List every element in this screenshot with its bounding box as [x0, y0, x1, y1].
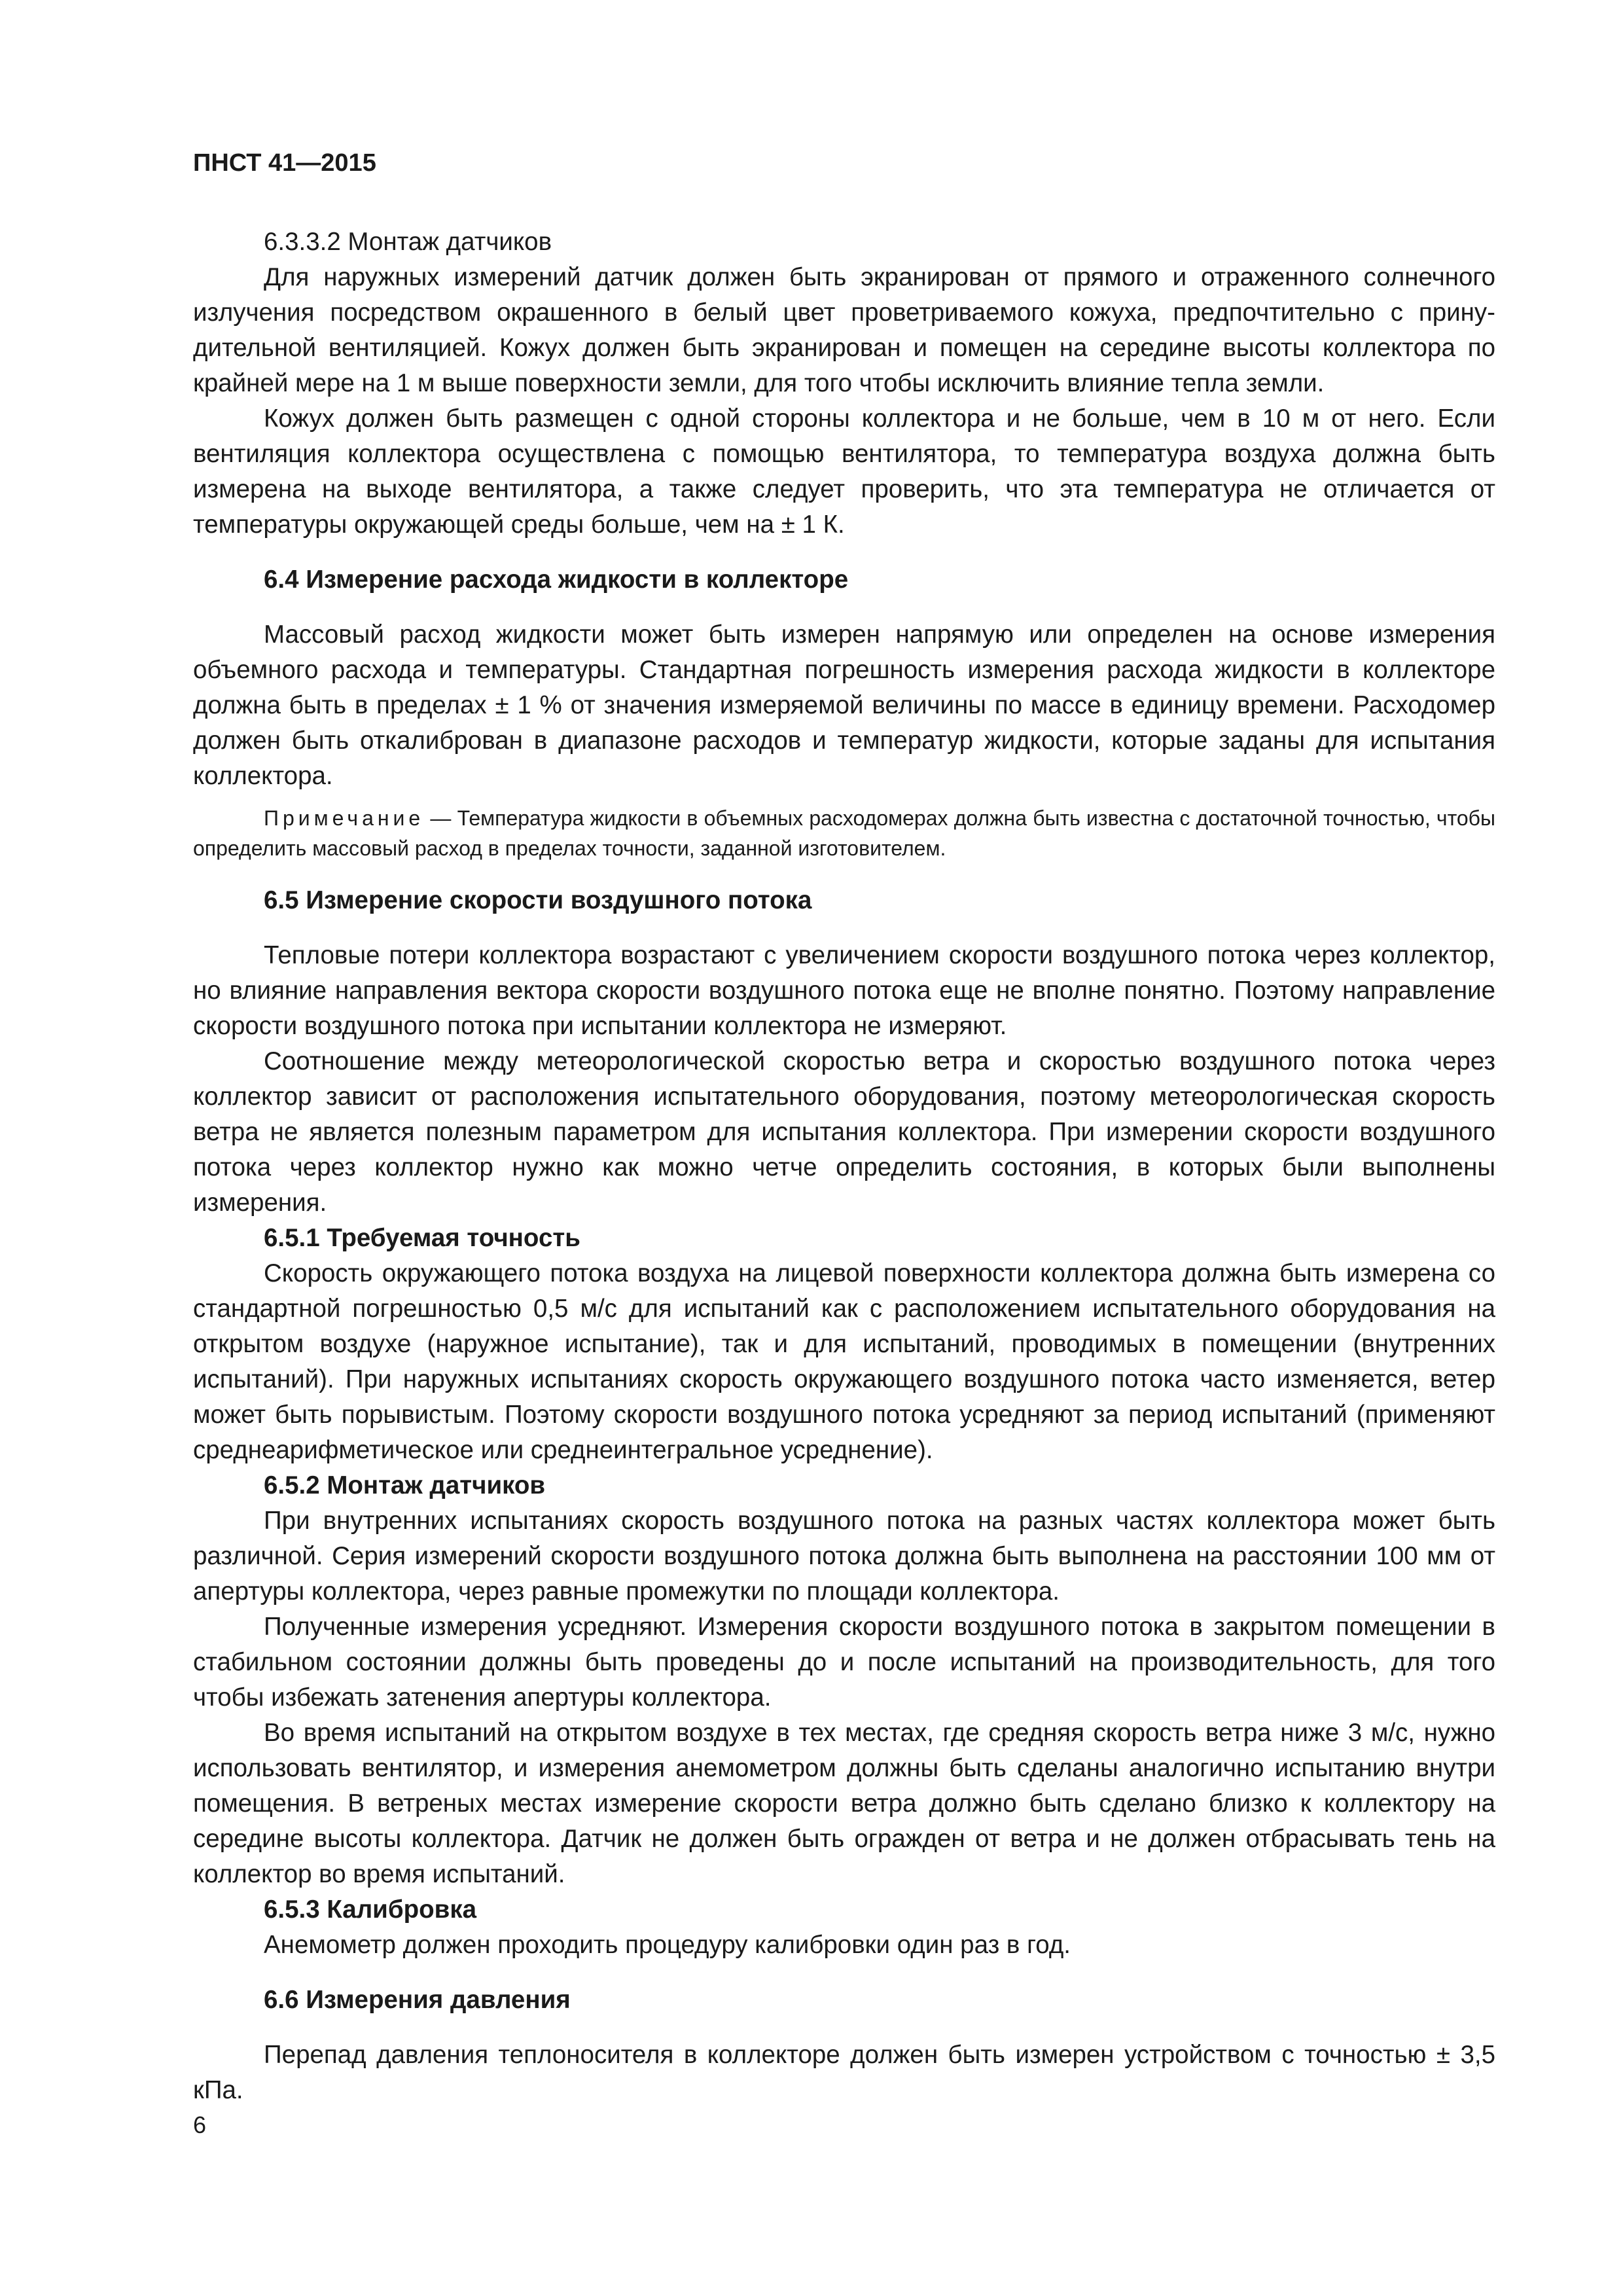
- document-page: [193, 147, 1495, 2108]
- note-label: Примечание: [264, 806, 425, 830]
- section-6-5-2-title: 6.5.2 Монтаж датчиков: [264, 1471, 546, 1499]
- section-6-4-paragraph-1: Массовый расход жидкости может быть измерен напрямую или определен на основе измерения объемного расхода и температуры. Стандартная погрешность измерения расхода жидкости в коллекторе должна быть в пределах ± 1 % от значения измеряемой величины по массе в единицу времени. Расходомер должен быть откалиброван в диапазоне расходов и температур жидкости, которые заданы для испытания коллектора.: [193, 620, 1495, 790]
- section-6-5-1-paragraph-1: Скорость окружающего потока воздуха на лицевой поверхности коллектора должна быть измерена со стандартной погрешностью 0,5 м/с для испытаний как с расположением испытательного оборудования на открытом воздухе (наружное испытание), так и для испытаний, проводимых в помещении (внутренних испытаний). При наружных испытаниях скорость окружающего воздушного потока часто изменяется, ветер может быть порывистым. Поэтому скорости воздушного потока усредняют за период испытаний (применяют среднеарифметическое или среднеинтегральное усреднение).: [193, 1259, 1495, 1464]
- section-6-5-1-title: 6.5.1 Требуемая точность: [264, 1224, 580, 1252]
- section-6-5-paragraph-2: Соотношение между метеорологической скоростью ветра и скоростью воздушного потока через коллектор зависит от расположения испытательного оборудования, поэтому метеорологическая скорость ветра не является полезным параметром для испытания коллектора. При измерении скорости воздушного потока через коллектор нужно как можно четче определить состояния, в которых были выполнены измерения.: [193, 1047, 1495, 1217]
- section-6-5-title: 6.5 Измерение скорости воздушного потока: [264, 886, 812, 914]
- section-6-3-3-2-paragraph-1: Для наружных измерений датчик должен быть экранирован от прямого и отраженного солнечного излучения посредством окрашенного в белый цвет проветриваемого кожуха, предпочтительно с принудительной вентиляцией. Кожух должен быть экранирован и помещен на середине высоты коллектора по крайней мере на 1 м выше поверхности земли, для того чтобы исключить влияние тепла земли.: [193, 263, 1495, 397]
- note-text: — Температура жидкости в объемных расходомерах должна быть известна с достаточной точностью, чтобы определить массовый расход в пределах точности, заданной изготовителем.: [193, 806, 1495, 860]
- section-6-5: [193, 883, 1495, 1221]
- section-6-6: [193, 1982, 1495, 2108]
- section-6-5-3-paragraph-1: Анемометр должен проходить процедуру калибровки один раз в год.: [264, 1931, 1071, 1959]
- document-id-header: ПНСТ 41—2015: [193, 149, 376, 177]
- section-6-5-2-paragraph-3: Во время испытаний на открытом воздухе в тех местах, где средняя скорость ветра ниже 3 м/с, нужно использовать вентилятор, и измерения анемометром должны быть сделаны аналогично испытанию внутри помещения. В ветреных местах измерение скорости ветра должно быть сделано близко к коллектору на середине высоты коллектора. Датчик не должен быть огражден от ветра и не должен отбрасывать тень на коллектор во время испытаний.: [193, 1719, 1495, 1888]
- page-number: 6: [193, 2111, 207, 2138]
- section-6-5-2-paragraph-1: При внутренних испытаниях скорость воздушного потока на разных частях коллектора может быть различной. Серия измерений скорости воздушного потока должна быть выполнена на расстоянии 100 мм от апертуры коллектора, через равные промежутки по площади коллектора.: [193, 1507, 1495, 1605]
- section-6-6-paragraph-1: Перепад давления теплоносителя в коллекторе должен быть измерен устройством с точностью ± 3,5 кПа.: [193, 2041, 1495, 2104]
- section-6-6-title: 6.6 Измерения давления: [264, 1986, 571, 2014]
- section-6-3-3-2-paragraph-2: Кожух должен быть размещен с одной стороны коллектора и не больше, чем в 10 м от него. Если вентиляция коллектора осуществлена с помощью вентилятора, то температура воздуха должна быть измерена на выходе вентилятора, а также следует проверить, что эта температура не отличается от температуры окружающей среды больше, чем на ± 1 К.: [193, 404, 1495, 539]
- section-6-4: [193, 562, 1495, 863]
- section-6-4-title: 6.4 Измерение расхода жидкости в коллекторе: [264, 565, 849, 594]
- section-6-4-note: [193, 803, 1495, 863]
- section-6-5-2-paragraph-2: Полученные измерения усредняют. Измерения скорости воздушного потока в закрытом помещении в стабильном состоянии должны быть проведены до и после испытаний на производительность, для того чтобы избежать затенения апертуры коллектора.: [193, 1613, 1495, 1712]
- section-6-3-3-2: [193, 224, 1495, 543]
- section-6-5-3: [193, 1892, 1495, 1963]
- section-6-5-2: [193, 1468, 1495, 1892]
- section-6-5-1: [193, 1221, 1495, 1468]
- section-6-5-3-title: 6.5.3 Калибровка: [264, 1895, 476, 1924]
- section-6-5-paragraph-1: Тепловые потери коллектора возрастают с увеличением скорости воздушного потока через коллектор, но влияние направления вектора скорости воздушного потока еще не вполне понятно. Поэтому направление скорости воздушного потока при испытании коллектора не измеряют.: [193, 941, 1495, 1040]
- section-6-3-3-2-title: 6.3.3.2 Монтаж датчиков: [264, 228, 552, 256]
